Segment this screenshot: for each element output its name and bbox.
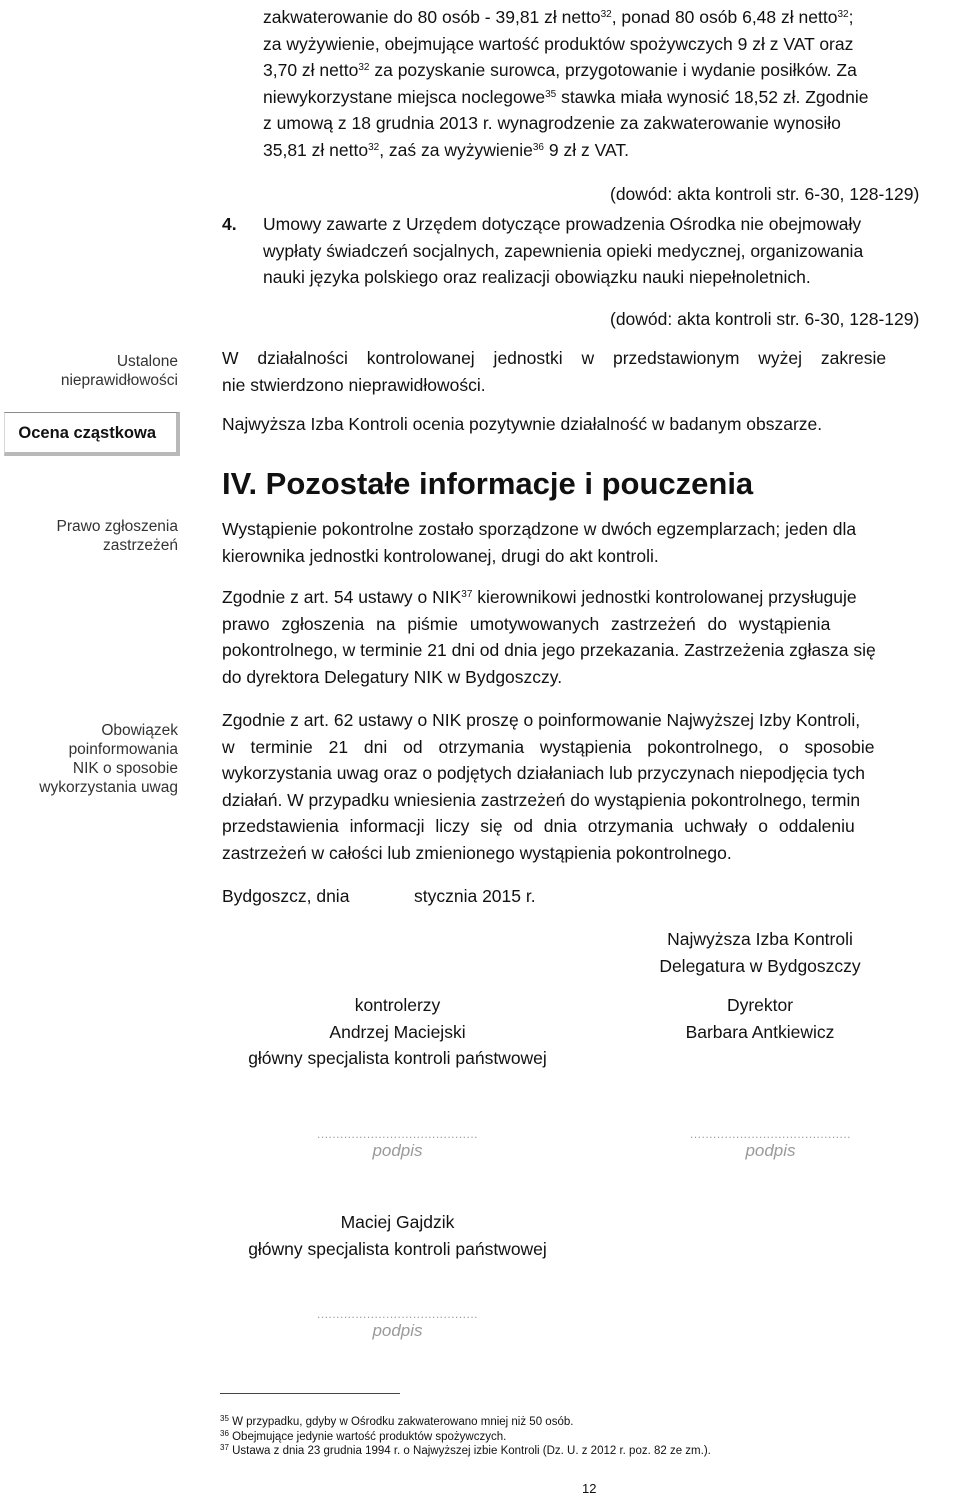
signature-line-right [643, 1127, 898, 1161]
evidence-reference: (dowód: akta kontroli str. 6-30, 128-129) [610, 184, 920, 204]
footnote-separator [220, 1393, 400, 1394]
sidebar-item-partial-assessment: Ocena cząstkowa [4, 412, 180, 456]
signature-placeholder: podpis [745, 1141, 796, 1160]
sidebar-label: Prawo zgłoszenia [56, 518, 178, 535]
org-name: Najwyższa Izba Kontroli [667, 929, 853, 949]
text-line: do dyrektora Delegatury NIK w Bydgoszczy. [222, 666, 563, 687]
signature-block-inspectors [220, 992, 575, 1072]
text-line: za wyżywienie, obejmujące wartość produktów spożywczych 9 zł z VAT oraz [263, 33, 854, 54]
sidebar-item-reporting-duty [14, 721, 178, 797]
paragraph-art54 [222, 584, 956, 690]
text-line: kierownika jednostki kontrolowanej, drugi do akt kontroli. [222, 545, 659, 566]
signature-dots: .......................................... [689, 1127, 852, 1141]
sidebar-item-findings [14, 352, 178, 390]
sidebar-label: wykorzystania uwag [39, 779, 178, 796]
text-line: z umową z 18 grudnia 2013 r. wynagrodzenie za zakwaterowanie wynosiło [263, 113, 841, 133]
paragraph-no-irregularities [222, 345, 956, 398]
signature-dots: .......................................... [316, 1127, 479, 1141]
footnote: $^{36}$ Obejmujące jedynie wartość produktów spożywczych. [220, 1428, 507, 1443]
text-line: niewykorzystane miejsca noclegowe$^{35}$ stawka miała wynosić 18,52 zł. Zgodnie [263, 86, 869, 107]
evidence-reference: (dowód: akta kontroli str. 6-30, 128-129) [610, 309, 920, 329]
text-line: nie stwierdzono nieprawidłowości. [222, 374, 486, 395]
text-line: Zgodnie z art. 62 ustawy o NIK proszę o poinformowanie Najwyższej Izby Kontroli, [222, 710, 861, 730]
sidebar-label: Ustalone [116, 353, 178, 370]
text-line: nauki języka polskiego oraz realizacji obowiązku nauki niepełnoletnich. [263, 267, 811, 287]
footnote: $^{37}$ Ustawa z dnia 23 grudnia 1994 r. o Najwyższej izbie Kontroli (Dz. U. z 2012 r. poz. 82 ze zm.). [220, 1443, 711, 1457]
text-line: prawo zgłoszenia na piśmie umotywowanych zastrzeżeń do wystąpienia [222, 613, 831, 634]
signer-role: główny specjalista kontroli państwowej [248, 1048, 547, 1068]
assessment-statement: Najwyższa Izba Kontroli ocenia pozytywnie działalność w badanym obszarze. [222, 414, 823, 434]
text-line: przedstawienia informacji liczy się od dnia otrzymania uchwały o oddaleniu [222, 816, 855, 836]
text-line: pokontrolnego, w terminie 21 dni od dnia jego przekazania. Zastrzeżenia zgłasza się [222, 640, 876, 660]
text-line: w terminie 21 dni od otrzymania wystąpienia pokontrolnego, o sposobie [222, 736, 875, 757]
org-branch: Delegatura w Bydgoszczy [659, 955, 861, 976]
text-line: 35,81 zł netto$^{32}$, zaś za wyżywienie$^{36}$ 9 zł z VAT. [263, 139, 629, 160]
text-line: zakwaterowanie do 80 osób - 39,81 zł netto$^{32}$, ponad 80 osób 6,48 zł netto$^{32}$; [263, 7, 854, 27]
list-number: 4. [222, 214, 237, 234]
place-label: Bydgoszcz, dnia [222, 886, 350, 906]
page-number: 12 [582, 1481, 597, 1496]
signature-line-second [270, 1307, 525, 1341]
signature-line-left [270, 1127, 525, 1161]
sidebar-label: NIK o sposobie [72, 760, 178, 777]
sidebar-label: Obowiązek [101, 722, 178, 739]
text-line: W działalności kontrolowanej jednostki w przedstawionym wyżej zakresie [222, 348, 887, 368]
footnotes [220, 1415, 920, 1459]
paragraph-copies [222, 516, 956, 569]
signer-title: Dyrektor [726, 995, 794, 1015]
signer-name: Barbara Antkiewicz [685, 1021, 835, 1042]
text-line: Wystąpienie pokontrolne zostało sporządzone w dwóch egzemplarzach; jeden dla [222, 519, 857, 539]
signer-name: Maciej Gajdzik [340, 1212, 455, 1232]
section-heading: IV. Pozostałe informacje i pouczenia [222, 466, 754, 501]
sidebar-item-objection-rights [14, 517, 178, 555]
signer-name: Andrzej Maciejski [329, 1021, 466, 1042]
signature-block-second-inspector [220, 1209, 575, 1262]
text-line: 3,70 zł netto$^{32}$ za pozyskanie surowca, przygotowanie i wydanie posiłków. Za [263, 60, 857, 80]
paragraph-contract-scope [263, 211, 956, 291]
text-line: działań. W przypadku wniesienia zastrzeżeń do wystąpienia pokontrolnego, termin [222, 789, 861, 810]
text-line: wykorzystania uwag oraz o podjętych działaniach lub przyczynach niepodjęcia tych [222, 763, 865, 783]
date-label: stycznia 2015 r. [414, 886, 536, 906]
signer-title: kontrolerzy [354, 995, 441, 1015]
signature-placeholder: podpis [372, 1141, 423, 1160]
sidebar-label: zastrzeżeń [103, 537, 178, 554]
text-line: zastrzeżeń w całości lub zmienionego wystąpienia pokontrolnego. [222, 842, 732, 863]
sidebar-label: nieprawidłowości [60, 372, 178, 389]
signature-block-director [620, 992, 900, 1045]
footnote: $^{35}$ W przypadku, gdyby w Ośrodku zakwaterowano mniej niż 50 osób. [220, 1414, 574, 1428]
paragraph-rates [263, 4, 956, 163]
signer-role: główny specjalista kontroli państwowej [248, 1238, 547, 1259]
paragraph-art62 [222, 707, 956, 866]
text-line: Umowy zawarte z Urzędem dotyczące prowadzenia Ośrodka nie obejmowały [263, 214, 862, 234]
text-line: Zgodnie z art. 54 ustawy o NIK$^{37}$ kierownikowi jednostki kontrolowanej przysługuje [222, 587, 857, 607]
signature-dots: .......................................... [316, 1307, 479, 1321]
sidebar-label: poinformowania [68, 741, 178, 758]
signature-placeholder: podpis [372, 1321, 423, 1340]
text-line: wypłaty świadczeń socjalnych, zapewnienia opieki medycznej, organizowania [263, 240, 864, 261]
signature-organization [620, 926, 900, 979]
